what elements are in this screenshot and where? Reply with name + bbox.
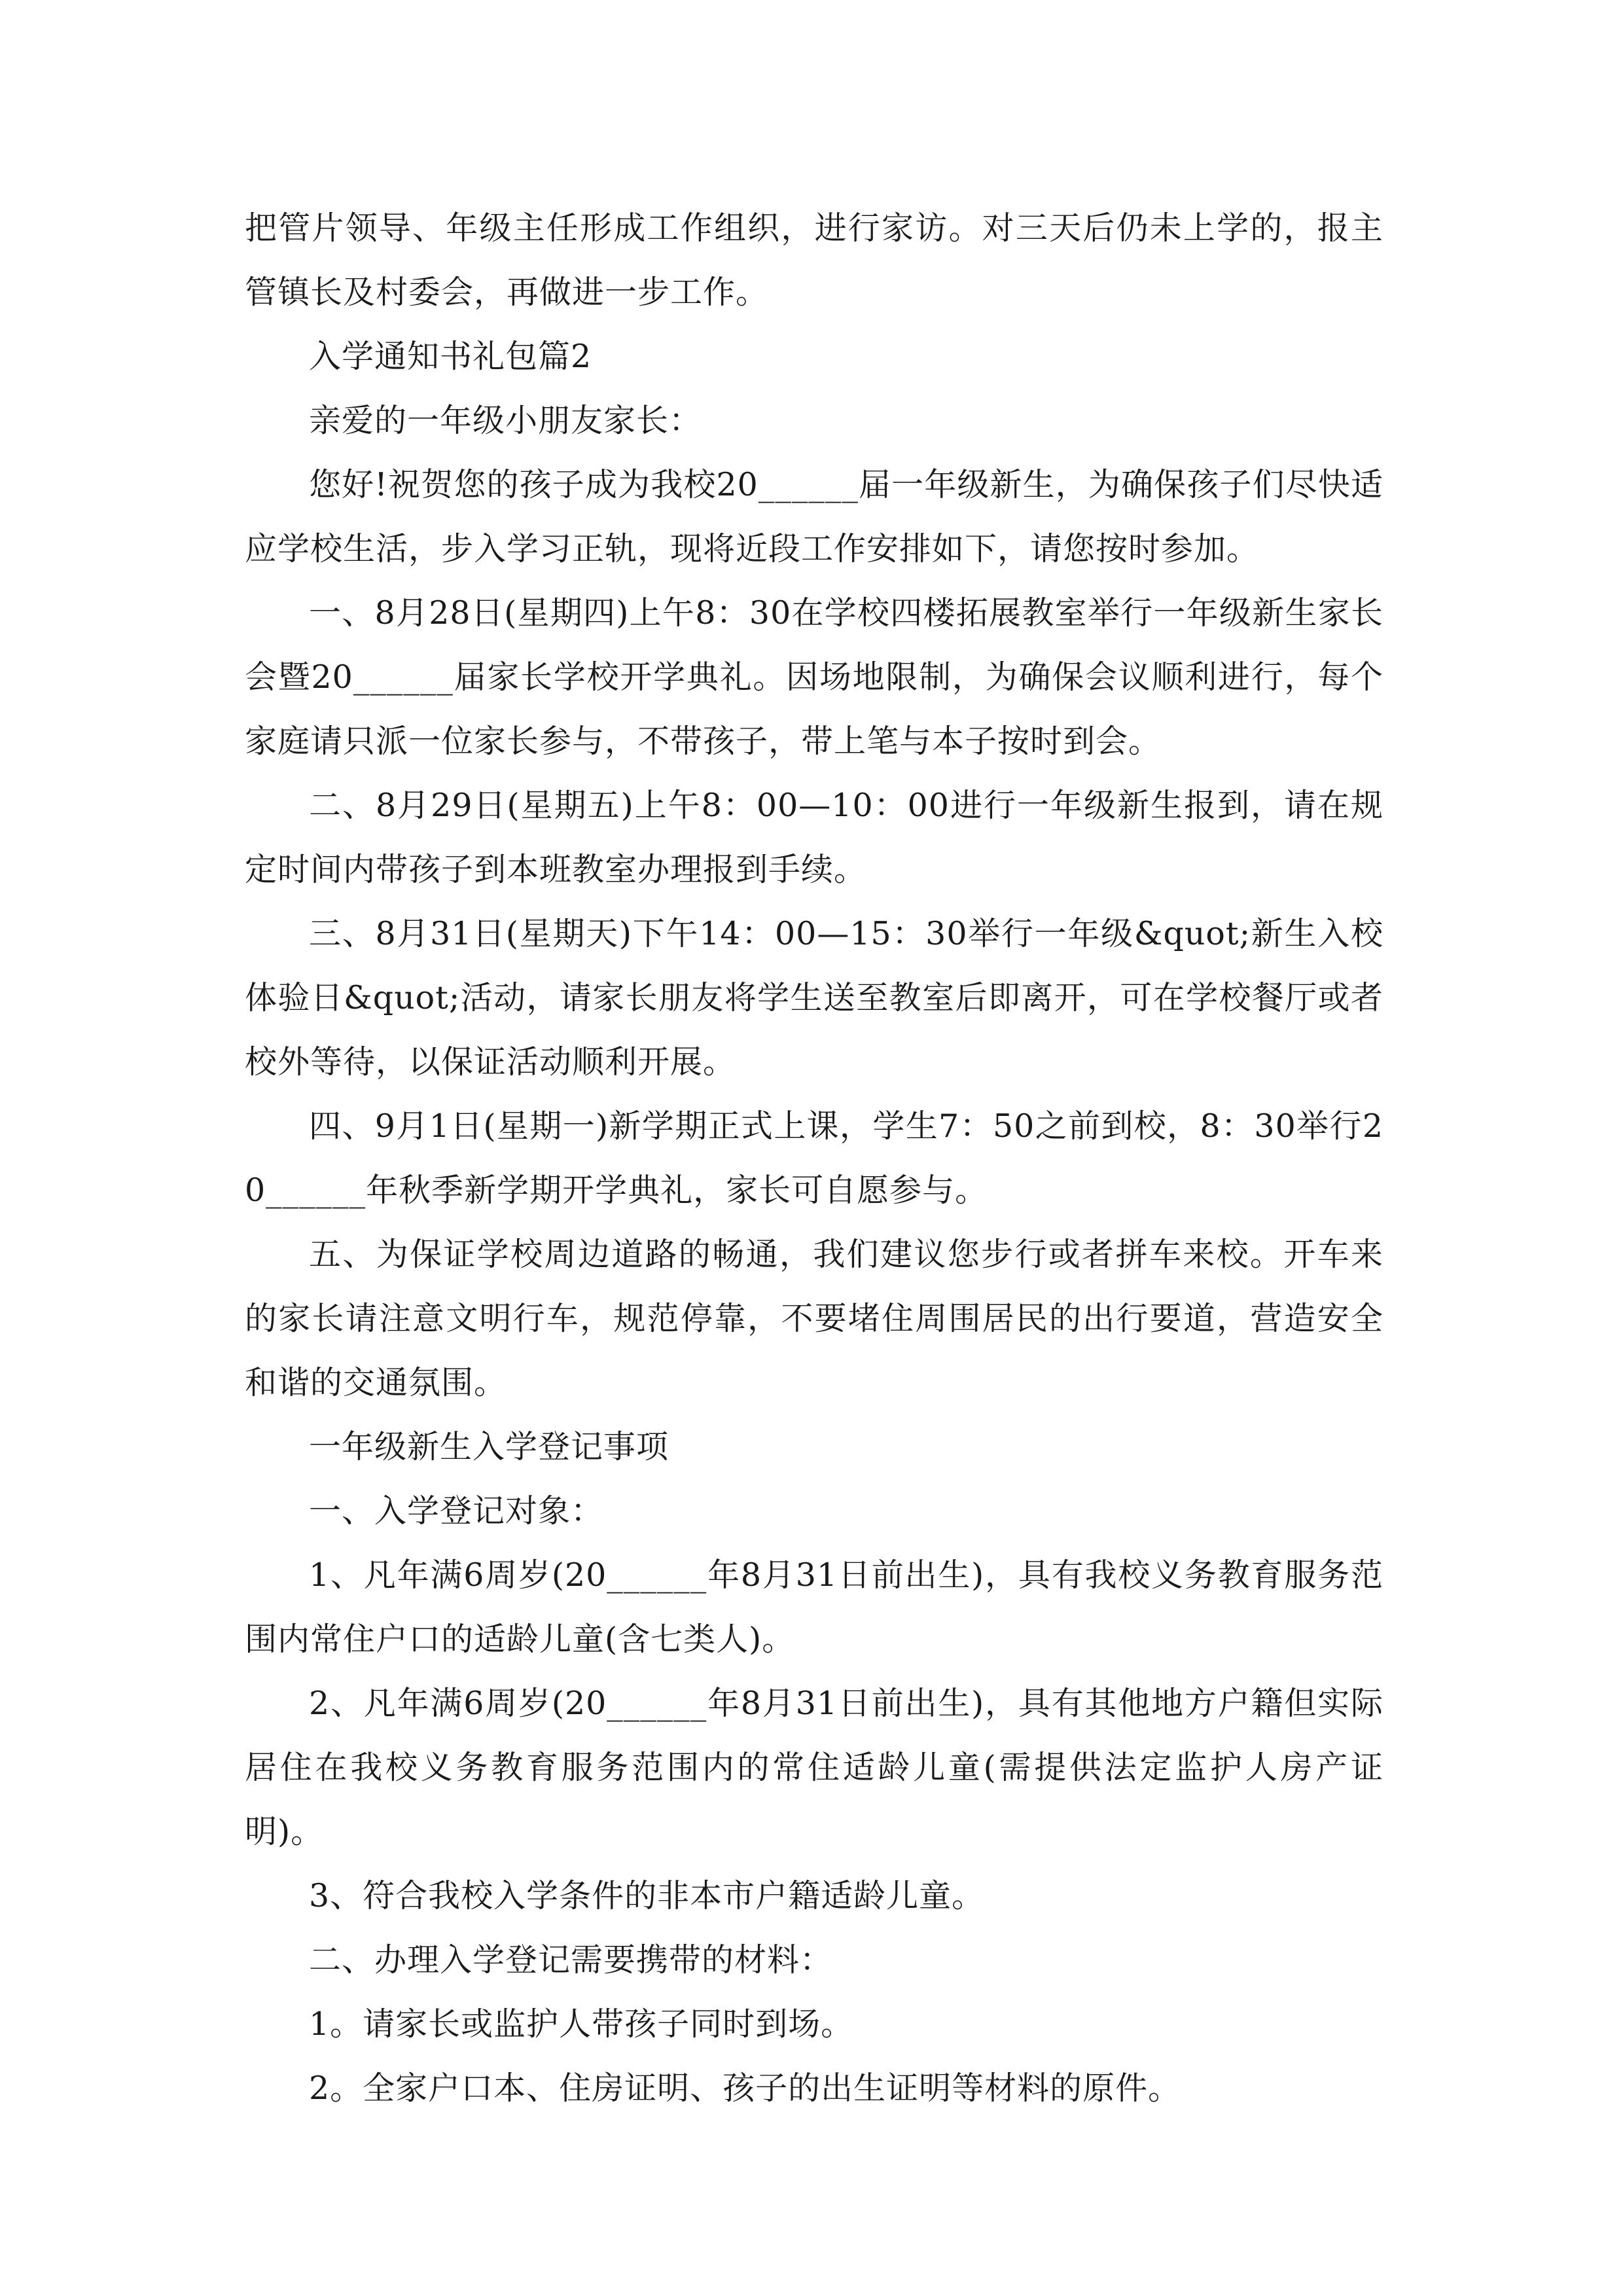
- paragraph: 二、8月29日(星期五)上午8：00—10：00进行一年级新生报到，请在规定时间内带孩子到本班教室办理报到手续。: [245, 787, 1383, 888]
- paragraph: 1。请家长或监护人带孩子同时到场。: [309, 2005, 854, 2043]
- paragraph: 二、办理入学登记需要携带的材料：: [309, 1941, 833, 1979]
- paragraph: 五、为保证学校周边道路的畅通，我们建议您步行或者拼车来校。开车来的家长请注意文明行车，规范停靠，不要堵住周围居民的出行要道，营造安全和谐的交通氛围。: [245, 1236, 1383, 1401]
- paragraph-continued: 把管片领导、年级主任形成工作组织，进行家访。对三天后仍未上学的，报主管镇长及村委会，再做进一步工作。: [245, 209, 1383, 311]
- paragraph: 三、8月31日(星期天)下午14：00—15：30举行一年级&quot;新生入校体验日&quot;活动，请家长朋友将学生送至教室后即离开，可在学校餐厅或者校外等待，以保证活动顺利开展。: [245, 915, 1383, 1081]
- paragraph: 2。全家户口本、住房证明、孩子的出生证明等材料的原件。: [309, 2070, 1181, 2107]
- paragraph: 您好!祝贺您的孩子成为我校20______届一年级新生，为确保孩子们尽快适应学校生活，步入学习正轨，现将近段工作安排如下，请您按时参加。: [245, 466, 1383, 567]
- paragraph: 2、凡年满6周岁(20______年8月31日前出生)，具有其他地方户籍但实际居住在我校义务教育服务范围内的常住适龄儿童(需提供法定监护人房产证明)。: [245, 1685, 1383, 1850]
- salutation: 亲爱的一年级小朋友家长：: [309, 402, 702, 439]
- section-title: 入学通知书礼包篇2: [309, 338, 592, 375]
- paragraph: 四、9月1日(星期一)新学期正式上课，学生7：50之前到校，8：30举行20______年秋季新学期开学典礼，家长可自愿参与。: [245, 1107, 1383, 1209]
- document-body: [245, 196, 1383, 2121]
- paragraph: 一、8月28日(星期四)上午8：30在学校四楼拓展教室举行一年级新生家长会暨20______届家长学校开学典礼。因场地限制，为确保会议顺利进行，每个家庭请只派一位家长参与，不带孩子，带上笔与本子按时到会。: [245, 594, 1383, 760]
- paragraph: 3、符合我校入学条件的非本市户籍适龄儿童。: [309, 1877, 985, 1914]
- paragraph: 一、入学登记对象：: [309, 1492, 604, 1530]
- paragraph: 1、凡年满6周岁(20______年8月31日前出生)，具有我校义务教育服务范围内常住户口的适龄儿童(含七类人)。: [245, 1556, 1383, 1658]
- section-title: 一年级新生入学登记事项: [309, 1428, 669, 1465]
